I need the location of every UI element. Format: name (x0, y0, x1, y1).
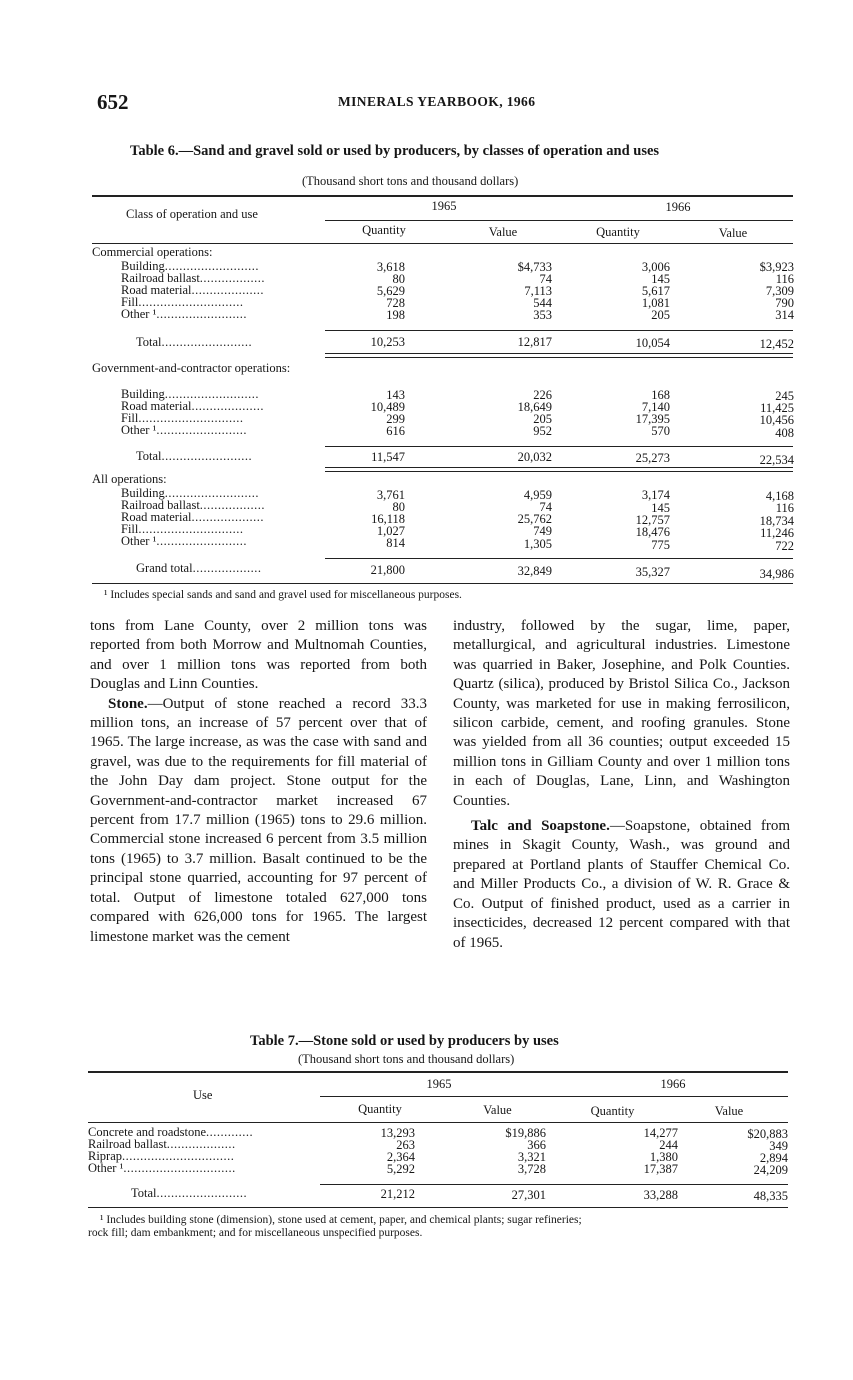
table-6-cell: 10,489 (370, 400, 405, 414)
table-6-total-cell: 12,452 (759, 337, 794, 351)
table-7-cell: $19,886 (505, 1126, 546, 1140)
table-6-row-label: Road material.................... (121, 399, 264, 413)
table-7-cell: 263 (396, 1138, 415, 1152)
table-6-cell: 74 (539, 272, 552, 286)
table-6-cell: 226 (533, 388, 552, 402)
table-6-row-label: Railroad ballast.................. (121, 498, 266, 512)
running-head: MINERALS YEARBOOK, 1966 (338, 94, 536, 109)
table-6-cell: 245 (775, 389, 794, 403)
table-6-cell: 353 (533, 308, 552, 322)
table-6-year-1966: 1966 (665, 200, 691, 214)
table-6-total-cell: 21,800 (370, 563, 405, 577)
table-6-row-label: Fill............................. (121, 522, 244, 536)
table-7-year-1966: 1966 (660, 1077, 686, 1091)
table-6-cell: 18,649 (517, 400, 552, 414)
table-6-cell: 116 (775, 272, 794, 286)
section-heading-talc-soapstone: Talc and Soapstone. (471, 818, 610, 835)
table-7-cell: 244 (659, 1138, 678, 1152)
table-6-section-title: Government-and-contractor operations: (92, 361, 291, 375)
table-7-cell: 24,209 (753, 1163, 788, 1177)
table-6-cell: 16,118 (371, 512, 405, 526)
table-6-total-cell: 12,817 (517, 335, 552, 349)
table-6-cell: 952 (533, 424, 552, 438)
table-6-cell: 4,959 (523, 488, 552, 502)
table-7-stub-header: Use (193, 1088, 213, 1102)
table-6-cell: 205 (651, 308, 670, 322)
page-number: 652 (97, 90, 129, 114)
table-6-cell: 198 (386, 308, 405, 322)
table-6-cell: 408 (775, 426, 794, 440)
table-7-col-quantity-1966: Quantity (590, 1104, 635, 1118)
table-7-year-1965: 1965 (426, 1077, 452, 1091)
table-6-row-label: Other ¹......................... (121, 307, 247, 321)
table-6-cell: 299 (386, 412, 405, 426)
paragraph: tons from Lane County, over 2 million tons was reported from both Morrow and Multnomah Counties, and over 1 million tons was reported from both Douglas and Linn Counties. (90, 618, 427, 693)
table-6-cell: 814 (386, 536, 405, 550)
table-6-cell: 616 (386, 424, 405, 438)
table-6-total-cell: 35,327 (635, 565, 670, 579)
table-7-col-value-1965: Value (483, 1103, 512, 1117)
table-6-row-label: Fill............................. (121, 411, 244, 425)
table-6-cell: 205 (533, 412, 552, 426)
table-6-total-cell: 25,273 (635, 451, 670, 465)
table-6-cell: 722 (775, 539, 794, 553)
table-7-cell: 1,380 (649, 1150, 678, 1164)
table-7-cell: 13,293 (380, 1126, 415, 1140)
table-7-footnote-line-2: rock fill; dam embankment; and for miscellaneous unspecified purposes. (88, 1227, 423, 1239)
table-6-total-cell: 10,054 (635, 336, 670, 350)
table-6-section-title: Commercial operations: (92, 245, 213, 259)
table-6-cell: 3,618 (376, 260, 405, 274)
paragraph: Talc and Soapstone.—Soapstone, obtained from mines in Skagit County, Wash., was ground and prepared at Portland plants of Stauffer Chemical Co. and Miller Products Co., a division of W. R. Grace & Co. Output of finished product, used as a carrier in insecticides, decreased 12 percent compared with that of 1965. (453, 818, 790, 951)
table-7-total-cell: 21,212 (380, 1187, 415, 1201)
table-6-year-1965: 1965 (431, 199, 457, 213)
table-6-cell: 5,617 (641, 284, 670, 298)
table-6-cell: 80 (392, 500, 405, 514)
table-6-cell: 74 (539, 500, 552, 514)
table-6-cell: 11,246 (760, 526, 794, 540)
table-6-cell: 7,309 (765, 284, 794, 298)
table-6-cell: 3,006 (641, 260, 670, 274)
table-6-cell: 7,113 (524, 284, 552, 298)
table-6-cell: 1,081 (641, 296, 670, 310)
table-6-stub-header: Class of operation and use (126, 207, 258, 221)
table-6-cell: 5,629 (376, 284, 405, 298)
table-6-cell: 775 (651, 538, 670, 552)
table-7-cell: 3,321 (517, 1150, 546, 1164)
table-6-cell: $4,733 (517, 260, 552, 274)
table-7-cell: $20,883 (747, 1127, 788, 1141)
table-6-total-cell: 11,547 (371, 450, 405, 464)
table-6-cell: 10,456 (759, 413, 794, 427)
table-6-total-label: Total......................... (136, 449, 253, 463)
table-7-row-label: Concrete and roadstone............. (88, 1125, 254, 1139)
table-6-cell: 25,762 (517, 512, 552, 526)
table-6-cell: 80 (392, 272, 405, 286)
table-6-cell: 728 (386, 296, 405, 310)
table-6-total-cell: 32,849 (517, 564, 552, 578)
table-7-total-cell: 48,335 (753, 1189, 788, 1203)
table-6-row-label: Fill............................. (121, 295, 244, 309)
table-6-cell: 3,761 (376, 488, 405, 502)
table-7-col-quantity-1965: Quantity (358, 1102, 402, 1116)
table-6-total-cell: 10,253 (370, 335, 405, 349)
table-7-cell: 2,364 (386, 1150, 415, 1164)
table-6-cell: 18,734 (759, 514, 794, 528)
table-7-row-label: Riprap............................... (88, 1149, 235, 1163)
table-6-cell: 1,305 (523, 537, 552, 551)
table-7-subcaption: (Thousand short tons and thousand dollars) (298, 1052, 515, 1066)
table-6-row-label: Railroad ballast.................. (121, 271, 266, 285)
table-7-cell: 5,292 (386, 1162, 415, 1176)
table-6-footnote: ¹ Includes special sands and sand and gravel used for miscellaneous purposes. (104, 589, 462, 601)
table-6-cell: 1,027 (376, 524, 405, 538)
table-6-cell: 3,174 (641, 488, 670, 502)
table-6-col-quantity-1965: Quantity (362, 223, 406, 237)
table-7-cell: 3,728 (517, 1162, 546, 1176)
table-6-row-label: Building.......................... (121, 387, 260, 401)
table-7-row-label: Other ¹............................... (88, 1161, 236, 1175)
table-6-subcaption: (Thousand short tons and thousand dollars) (302, 174, 519, 188)
table-6-row-label: Road material.................... (121, 510, 264, 524)
table-7-total-cell: 27,301 (511, 1188, 546, 1202)
table-7-total-cell: 33,288 (643, 1188, 678, 1202)
table-6-total-cell: 34,986 (759, 567, 794, 581)
table-6-cell: 314 (775, 308, 794, 322)
section-heading-stone: Stone. (108, 695, 148, 712)
table-6-total-cell: 20,032 (517, 450, 552, 464)
table-6-cell: 544 (533, 296, 552, 310)
table-6-cell: $3,923 (759, 260, 794, 274)
table-6-cell: 11,425 (760, 401, 794, 415)
table-7-cell: 349 (769, 1139, 788, 1153)
text-column-left (90, 617, 427, 947)
table-6-cell: 4,168 (765, 489, 794, 503)
table-7-cell: 17,387 (643, 1162, 678, 1176)
table-6-col-quantity-1966: Quantity (596, 225, 640, 239)
table-6-cell: 12,757 (635, 513, 670, 527)
table-7-row-label: Railroad ballast................... (88, 1137, 236, 1151)
table-6-total-label: Total......................... (136, 335, 253, 349)
table-6-cell: 18,476 (635, 525, 670, 539)
table-6-cell: 145 (651, 272, 670, 286)
table-6-cell: 168 (651, 388, 670, 402)
table-6-section-title: All operations: (92, 472, 167, 486)
paragraph: industry, followed by the sugar, lime, paper, metallurgical, and agricultural industries. Limestone was quarried in Baker, Josephine, and Polk Counties. Quartz (silica), produced by Bristol Silica Co., Jackson County, was marketed for use in making ferrosilicon, silicon carbide, cement, and roofing granules. Stone was yielded from all 36 counties; output exceeded 15 million tons in Gilliam County and over 1 million tons in each of Douglas, Lane, Linn, and Washington Counties. (453, 618, 790, 809)
table-7-total-label: Total......................... (131, 1186, 248, 1200)
table-6-col-value-1966: Value (718, 226, 748, 240)
table-7-cell: 366 (527, 1138, 546, 1152)
table-7-col-value-1966: Value (714, 1104, 744, 1118)
table-6-row-label: Building.......................... (121, 486, 260, 500)
paragraph: Stone.—Output of stone reached a record 33.3 million tons, an increase of 57 percent over that of 1965. The large increase, as was the case with sand and gravel, was due to the requirements for fill material of the John Day dam project. Stone output for the Government-and-contractor market increased 67 percent from 17.7 million (1965) tons to 29.6 million. Commercial stone increased 6 percent from 3.5 million tons (1965) to 3.7 million. Basalt continued to be the principal stone quarried, accounting for 97 percent of total. Output of limestone totaled 627,000 tons compared with 626,000 tons for 1965. The largest limestone market was the cement (90, 695, 427, 945)
table-6-cell: 7,140 (641, 400, 670, 414)
table-7-footnote-line-1: ¹ Includes building stone (dimension), stone used at cement, paper, and chemical plants; sugar refineries; (100, 1214, 582, 1226)
table-6-cell: 790 (775, 296, 794, 310)
table-6-cell: 145 (651, 501, 670, 515)
table-7-cell: 2,894 (759, 1151, 788, 1165)
table-6-row-label: Road material.................... (121, 283, 264, 297)
table-7-caption: Table 7.—Stone sold or used by producers by uses (250, 1033, 559, 1049)
table-6-grand-total-label: Grand total................... (136, 561, 262, 575)
table-6-cell: 116 (775, 501, 794, 515)
table-6-col-value-1965: Value (488, 225, 518, 239)
table-6-row-label: Other ¹......................... (121, 423, 247, 437)
table-6-caption: Table 6.—Sand and gravel sold or used by producers, by classes of operation and uses (130, 143, 660, 159)
table-6-cell: 17,395 (635, 412, 670, 426)
table-6-cell: 570 (651, 424, 670, 438)
table-6-cell: 749 (533, 524, 552, 538)
table-6-cell: 143 (386, 388, 405, 402)
table-6-row-label: Other ¹......................... (121, 534, 247, 548)
table-6-row-label: Building.......................... (121, 259, 260, 273)
table-7-cell: 14,277 (643, 1126, 678, 1140)
text-column-right (453, 617, 790, 953)
table-6-total-cell: 22,534 (759, 453, 794, 467)
